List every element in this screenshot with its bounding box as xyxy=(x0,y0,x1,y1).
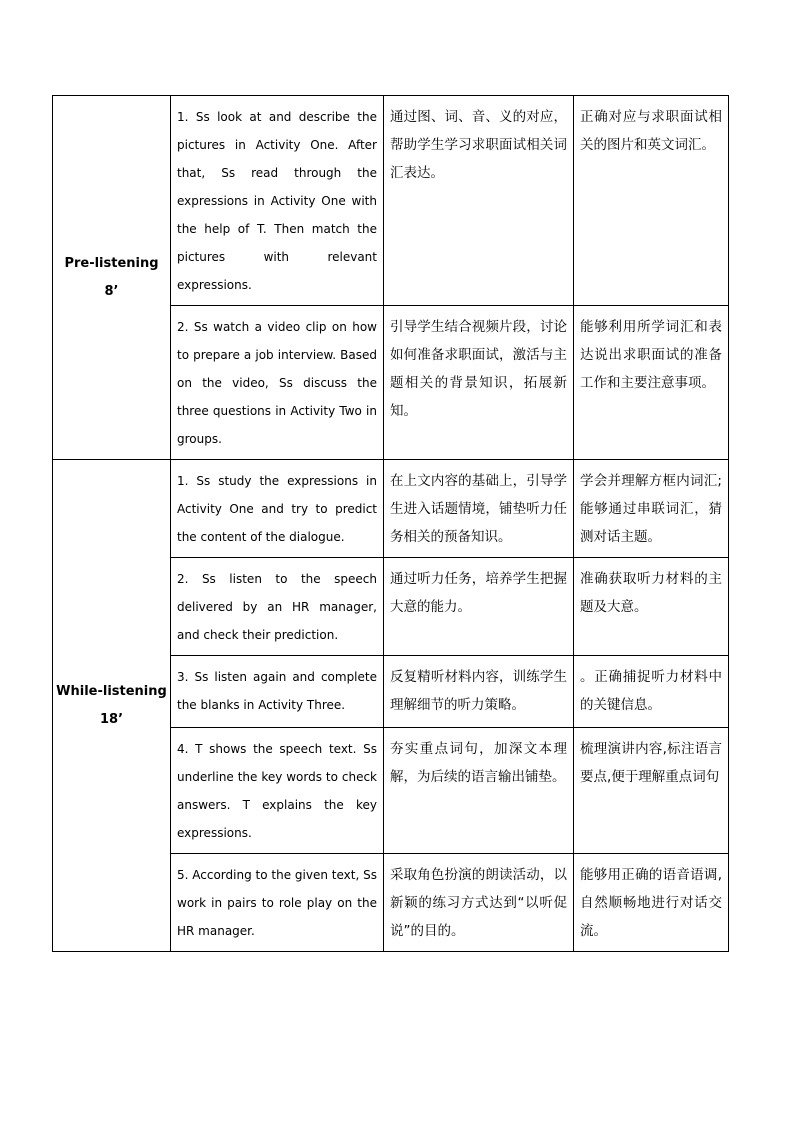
stage-time: 18’ xyxy=(99,711,124,727)
activity-cell: 3. Ss listen again and complete the blanks in Activity Three. xyxy=(171,656,384,728)
activity-cell: 1. Ss study the expressions in Activity One and try to predict the content of the dialogue. xyxy=(171,460,384,558)
purpose-cell: 夯实重点词句，加深文本理解，为后续的语言输出铺垫。 xyxy=(384,728,574,854)
purpose-cell: 引导学生结合视频片段，讨论如何准备求职面试，激活与主题相关的背景知识，拓展新知。 xyxy=(384,306,574,460)
goal-cell: 正确对应与求职面试相关的图片和英文词汇。 xyxy=(574,96,729,306)
stage-time: 8’ xyxy=(104,283,119,299)
purpose-cell: 通过图、词、音、义的对应，帮助学生学习求职面试相关词汇表达。 xyxy=(384,96,574,306)
stage-name: Pre-listening xyxy=(64,255,159,271)
activity-cell: 2. Ss listen to the speech delivered by an HR manager, and check their prediction. xyxy=(171,558,384,656)
goal-cell: 学会并理解方框内词汇;能够通过串联词汇，猜测对话主题。 xyxy=(574,460,729,558)
activity-cell: 4. T shows the speech text. Ss underline the key words to check answers. T explains the key expressions. xyxy=(171,728,384,854)
goal-cell: 能够用正确的语音语调,自然顺畅地进行对话交流。 xyxy=(574,854,729,952)
purpose-cell: 通过听力任务，培养学生把握大意的能力。 xyxy=(384,558,574,656)
purpose-cell: 反复精听材料内容，训练学生理解细节的听力策略。 xyxy=(384,656,574,728)
goal-cell: 能够利用所学词汇和表达说出求职面试的准备工作和主要注意事项。 xyxy=(574,306,729,460)
activity-cell: 5. According to the given text, Ss work in pairs to role play on the HR manager. xyxy=(171,854,384,952)
purpose-cell: 在上文内容的基础上，引导学生进入话题情境，铺垫听力任务相关的预备知识。 xyxy=(384,460,574,558)
goal-cell: 。正确捕捉听力材料中的关键信息。 xyxy=(574,656,729,728)
stage-cell-while-listening xyxy=(53,460,171,952)
lesson-plan-table xyxy=(52,95,729,952)
activity-cell: 1. Ss look at and describe the pictures in Activity One. After that, Ss read through the expressions in Activity One with the help of T. Then match the pictures with relevant expressions. xyxy=(171,96,384,306)
stage-cell-pre-listening xyxy=(53,96,171,460)
goal-cell: 梳理演讲内容,标注语言要点,便于理解重点词句 xyxy=(574,728,729,854)
purpose-cell: 采取角色扮演的朗读活动，以新颖的练习方式达到“以听促说”的目的。 xyxy=(384,854,574,952)
goal-cell: 准确获取听力材料的主题及大意。 xyxy=(574,558,729,656)
stage-name: While-listening xyxy=(56,683,167,699)
activity-cell: 2. Ss watch a video clip on how to prepare a job interview. Based on the video, Ss discuss the three questions in Activity Two in groups. xyxy=(171,306,384,460)
table-row xyxy=(53,96,729,306)
table-row xyxy=(53,460,729,558)
